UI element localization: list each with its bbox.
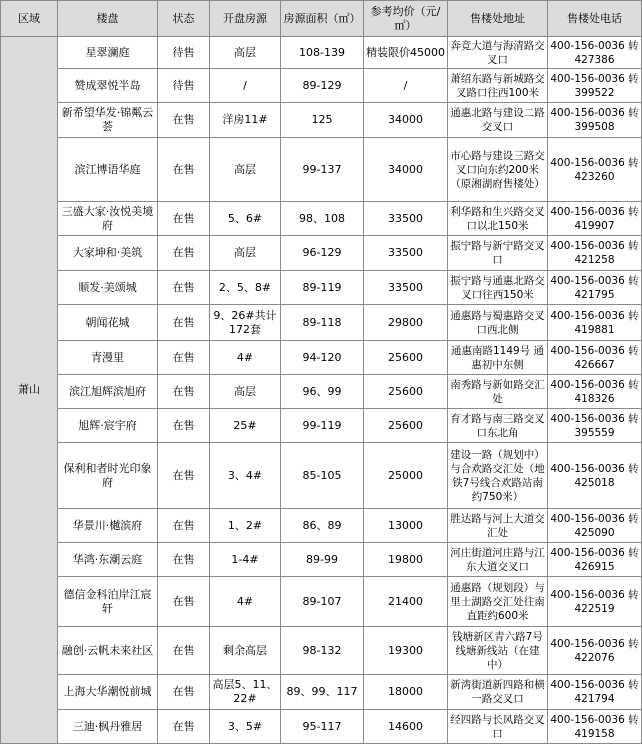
table-row	[1, 341, 642, 375]
address-cell: 通惠南路1149号 通惠初中东侧	[448, 341, 548, 375]
project-name: 旭辉·宸宇府	[58, 409, 158, 443]
header-row	[1, 1, 642, 37]
address-cell: 新湾街道新四路和横一路交叉口	[448, 675, 548, 710]
address-cell: 奔竞大道与海清路交叉口	[448, 37, 548, 69]
address-cell: 南秀路与新如路交汇处	[448, 375, 548, 409]
phone-cell: 400-156-0036 转418326	[548, 375, 642, 409]
project-name: 新希望华发·锦粼云荟	[58, 103, 158, 138]
area-cell: 96、99	[281, 375, 364, 409]
area-cell: 86、89	[281, 509, 364, 543]
area-cell: 89-119	[281, 271, 364, 305]
project-name: 星翠澜庭	[58, 37, 158, 69]
table-row	[1, 675, 642, 710]
price-cell: 25600	[364, 341, 448, 375]
phone-cell: 400-156-0036 转425018	[548, 443, 642, 509]
status-cell: 在售	[158, 509, 210, 543]
price-cell: 25000	[364, 443, 448, 509]
area-cell: 108-139	[281, 37, 364, 69]
area-cell: 94-120	[281, 341, 364, 375]
header-region: 区域	[1, 1, 58, 37]
project-name: 华鸿·东潮云庭	[58, 543, 158, 577]
project-name: 顺发·美颂城	[58, 271, 158, 305]
address-cell: 通惠路与蜀惠路交叉口西北侧	[448, 305, 548, 341]
project-name: 青漫里	[58, 341, 158, 375]
address-cell: 市心路与建设三路交叉口向东约200米（原湘湖府售楼处）	[448, 138, 548, 202]
units-cell: 2、5、8#	[210, 271, 281, 305]
units-cell: 高层	[210, 138, 281, 202]
units-cell: 4#	[210, 341, 281, 375]
units-cell: 5、6#	[210, 202, 281, 236]
project-name: 滨江旭辉滨旭府	[58, 375, 158, 409]
project-name: 三迪·枫丹雅居	[58, 710, 158, 744]
header-area: 房源面积（㎡）	[281, 1, 364, 37]
price-cell: 14600	[364, 710, 448, 744]
address-cell: 钱塘新区青六路7号线塘新线站（在建中）	[448, 627, 548, 675]
address-cell: 通惠北路与建设二路交叉口	[448, 103, 548, 138]
project-name: 华景川·樾滨府	[58, 509, 158, 543]
price-cell: 25600	[364, 409, 448, 443]
units-cell: 1、2#	[210, 509, 281, 543]
address-cell: 利华路和生兴路交叉口以北150米	[448, 202, 548, 236]
status-cell: 在售	[158, 305, 210, 341]
table-row	[1, 443, 642, 509]
phone-cell: 400-156-0036 转421258	[548, 236, 642, 271]
header-price: 参考均价（元/㎡）	[364, 1, 448, 37]
phone-cell: 400-156-0036 转422519	[548, 577, 642, 627]
address-cell: 萧绍东路与新城路交叉路口往西100米	[448, 69, 548, 103]
units-cell: 25#	[210, 409, 281, 443]
table-row	[1, 69, 642, 103]
address-cell: 振宁路与通惠北路交叉口往西150米	[448, 271, 548, 305]
price-cell: 33500	[364, 202, 448, 236]
status-cell: 待售	[158, 37, 210, 69]
status-cell: 在售	[158, 627, 210, 675]
price-cell: 19800	[364, 543, 448, 577]
price-cell: 精装限价45000	[364, 37, 448, 69]
price-cell: 33500	[364, 271, 448, 305]
project-name: 保利和者时光印象府	[58, 443, 158, 509]
area-cell: 89、99、117	[281, 675, 364, 710]
address-cell: 通惠路（规划段）与里士湖路交汇处往南直距约600米	[448, 577, 548, 627]
phone-cell: 400-156-0036 转421794	[548, 675, 642, 710]
price-cell: 18000	[364, 675, 448, 710]
header-status: 状态	[158, 1, 210, 37]
table-row	[1, 627, 642, 675]
price-cell: 25600	[364, 375, 448, 409]
table-row	[1, 271, 642, 305]
price-cell: 19300	[364, 627, 448, 675]
units-cell: 4#	[210, 577, 281, 627]
phone-cell: 400-156-0036 转425090	[548, 509, 642, 543]
table-row	[1, 236, 642, 271]
table-row	[1, 509, 642, 543]
table-row	[1, 577, 642, 627]
address-cell: 育才路与南三路交叉口东北角	[448, 409, 548, 443]
status-cell: 在售	[158, 675, 210, 710]
address-cell: 胜达路与河上大道交汇处	[448, 509, 548, 543]
area-cell: 99-137	[281, 138, 364, 202]
phone-cell: 400-156-0036 转419881	[548, 305, 642, 341]
table-row	[1, 305, 642, 341]
area-cell: 95-117	[281, 710, 364, 744]
units-cell: 3、5#	[210, 710, 281, 744]
project-name: 上海大华潮悦前城	[58, 675, 158, 710]
phone-cell: 400-156-0036 转399522	[548, 69, 642, 103]
area-cell: 96-129	[281, 236, 364, 271]
units-cell: /	[210, 69, 281, 103]
units-cell: 3、4#	[210, 443, 281, 509]
area-cell: 89-107	[281, 577, 364, 627]
header-address: 售楼处地址	[448, 1, 548, 37]
area-cell: 89-129	[281, 69, 364, 103]
status-cell: 在售	[158, 577, 210, 627]
status-cell: 在售	[158, 375, 210, 409]
price-cell: 34000	[364, 138, 448, 202]
area-cell: 125	[281, 103, 364, 138]
units-cell: 1-4#	[210, 543, 281, 577]
table-row	[1, 37, 642, 69]
phone-cell: 400-156-0036 转395559	[548, 409, 642, 443]
status-cell: 在售	[158, 103, 210, 138]
area-cell: 89-118	[281, 305, 364, 341]
table-row	[1, 375, 642, 409]
project-name: 三盛大家·汝悦美境府	[58, 202, 158, 236]
header-units: 开盘房源	[210, 1, 281, 37]
price-cell: 21400	[364, 577, 448, 627]
price-cell: 34000	[364, 103, 448, 138]
units-cell: 高层	[210, 375, 281, 409]
table-row	[1, 103, 642, 138]
status-cell: 在售	[158, 543, 210, 577]
price-cell: 13000	[364, 509, 448, 543]
phone-cell: 400-156-0036 转399508	[548, 103, 642, 138]
area-cell: 98-132	[281, 627, 364, 675]
table-row	[1, 202, 642, 236]
area-cell: 98、108	[281, 202, 364, 236]
units-cell: 高层5、11、22#	[210, 675, 281, 710]
units-cell: 高层	[210, 236, 281, 271]
phone-cell: 400-156-0036 转422076	[548, 627, 642, 675]
price-cell: /	[364, 69, 448, 103]
price-cell: 33500	[364, 236, 448, 271]
table-row	[1, 710, 642, 744]
address-cell: 河庄街道河庄路与江东大道交叉口	[448, 543, 548, 577]
status-cell: 在售	[158, 710, 210, 744]
phone-cell: 400-156-0036 转426667	[548, 341, 642, 375]
status-cell: 待售	[158, 69, 210, 103]
phone-cell: 400-156-0036 转426915	[548, 543, 642, 577]
table-row	[1, 409, 642, 443]
phone-cell: 400-156-0036 转427386	[548, 37, 642, 69]
phone-cell: 400-156-0036 转419907	[548, 202, 642, 236]
phone-cell: 400-156-0036 转423260	[548, 138, 642, 202]
header-phone: 售楼处电话	[548, 1, 642, 37]
region-cell: 萧山	[1, 37, 58, 744]
status-cell: 在售	[158, 202, 210, 236]
project-name: 赞成翠悦半岛	[58, 69, 158, 103]
units-cell: 洋房11#	[210, 103, 281, 138]
status-cell: 在售	[158, 409, 210, 443]
project-name: 朝闻花城	[58, 305, 158, 341]
header-project: 楼盘	[58, 1, 158, 37]
status-cell: 在售	[158, 341, 210, 375]
project-name: 德信金科泊岸江宸轩	[58, 577, 158, 627]
phone-cell: 400-156-0036 转419158	[548, 710, 642, 744]
area-cell: 85-105	[281, 443, 364, 509]
status-cell: 在售	[158, 138, 210, 202]
project-name: 滨江博语华庭	[58, 138, 158, 202]
units-cell: 剩余高层	[210, 627, 281, 675]
table-body	[1, 37, 642, 744]
area-cell: 89-99	[281, 543, 364, 577]
table-row	[1, 138, 642, 202]
price-cell: 29800	[364, 305, 448, 341]
address-cell: 振宁路与新宁路交叉口	[448, 236, 548, 271]
status-cell: 在售	[158, 443, 210, 509]
phone-cell: 400-156-0036 转421795	[548, 271, 642, 305]
project-name: 大家坤和·美筑	[58, 236, 158, 271]
units-cell: 高层	[210, 37, 281, 69]
status-cell: 在售	[158, 271, 210, 305]
address-cell: 建设一路（规划中）与合欢路交汇处（地铁7号线合欢路站南约750米）	[448, 443, 548, 509]
table-row	[1, 543, 642, 577]
project-name: 融创·云帆未来社区	[58, 627, 158, 675]
area-cell: 99-119	[281, 409, 364, 443]
address-cell: 经四路与长风路交叉口	[448, 710, 548, 744]
units-cell: 9、26#共计172套	[210, 305, 281, 341]
status-cell: 在售	[158, 236, 210, 271]
